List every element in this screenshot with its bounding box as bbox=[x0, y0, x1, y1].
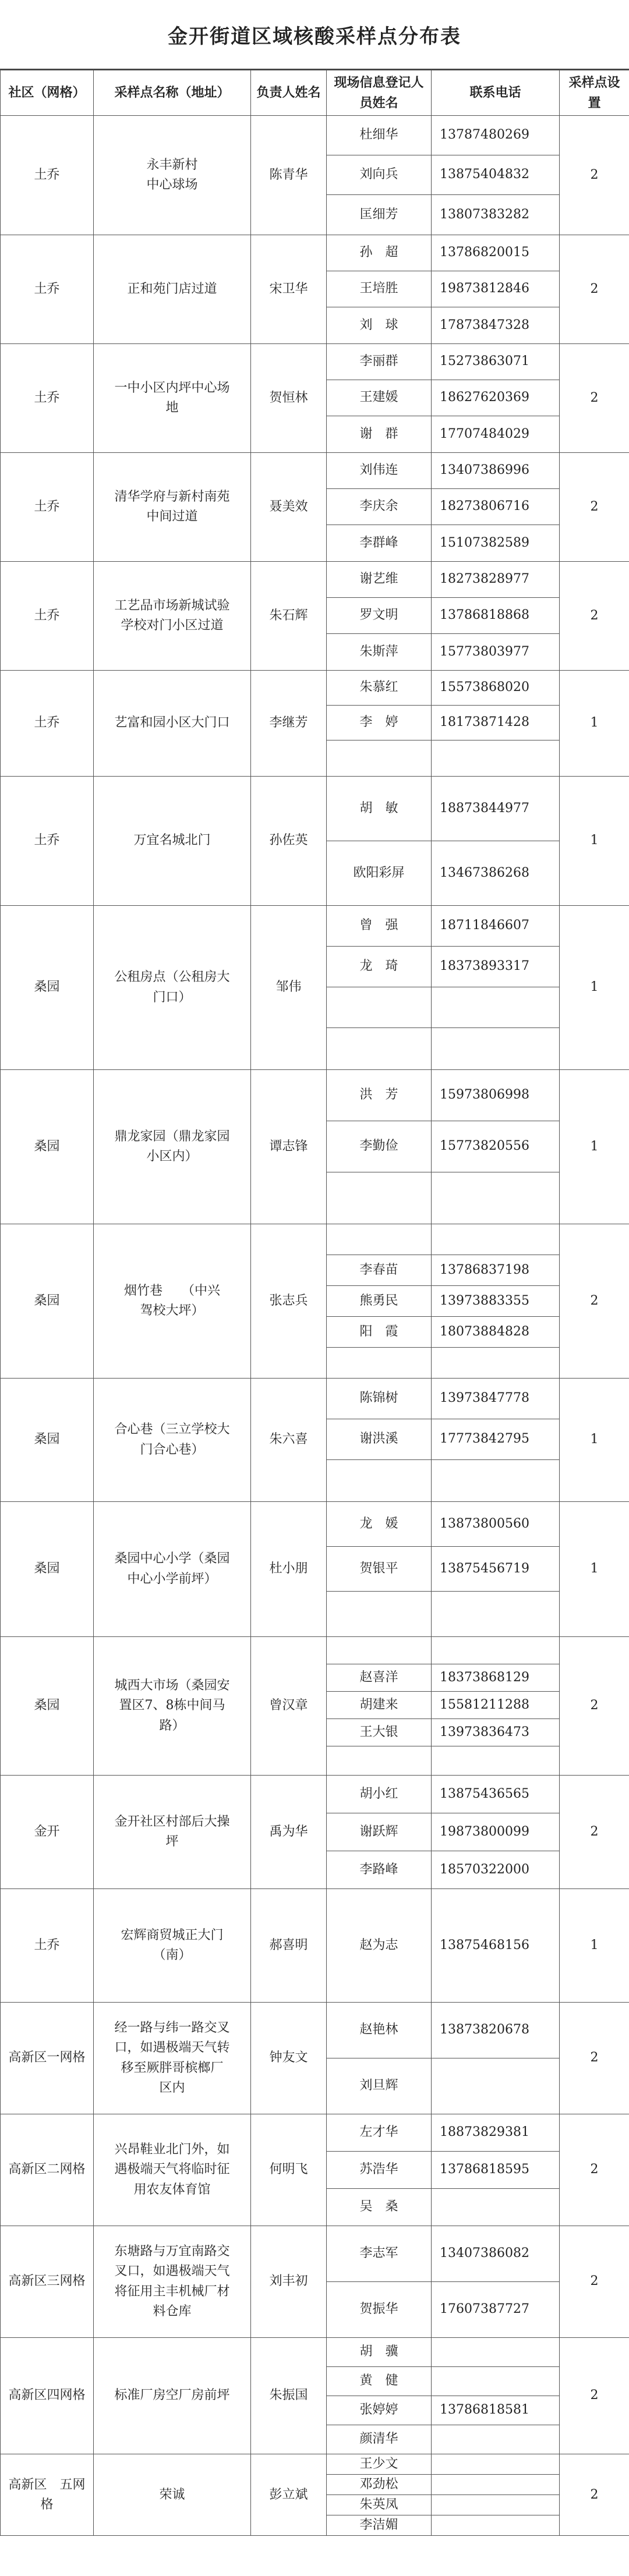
leader-cell: 邹伟 bbox=[251, 906, 327, 1070]
staff-name-cell: 朱斯萍 bbox=[327, 634, 432, 671]
staff-name-cell: 阳 霞 bbox=[327, 1317, 432, 1348]
site-name-cell: 清华学府与新村南苑 中间过道 bbox=[94, 453, 251, 562]
staff-phone-cell: 18273828977 bbox=[432, 562, 560, 598]
staff-name-cell bbox=[327, 1460, 432, 1502]
staff-name-cell: 李庆余 bbox=[327, 489, 432, 525]
staff-name-cell: 孙 超 bbox=[327, 235, 432, 271]
staff-phone-cell bbox=[432, 2058, 560, 2114]
staff-phone-cell: 19873800099 bbox=[432, 1813, 560, 1851]
staff-phone-cell: 15773803977 bbox=[432, 634, 560, 671]
staff-name-cell: 陈锦树 bbox=[327, 1379, 432, 1419]
staff-phone-cell bbox=[432, 1172, 560, 1224]
staff-name-cell: 左才华 bbox=[327, 2114, 432, 2152]
staff-name-cell: 贺银平 bbox=[327, 1547, 432, 1592]
community-cell: 土乔 bbox=[1, 235, 94, 344]
staff-phone-cell: 13407386082 bbox=[432, 2226, 560, 2282]
leader-cell: 陈青华 bbox=[251, 116, 327, 235]
site-name-cell: 鼎龙家园（鼎龙家园 小区内） bbox=[94, 1070, 251, 1224]
setting-count-cell: 2 bbox=[560, 562, 629, 671]
site-name-cell: 一中小区内坪中心场 地 bbox=[94, 344, 251, 453]
staff-phone-cell bbox=[432, 1746, 560, 1776]
staff-name-cell: 谢跃辉 bbox=[327, 1813, 432, 1851]
site-name-cell: 正和苑门店过道 bbox=[94, 235, 251, 344]
setting-count-cell: 2 bbox=[560, 2003, 629, 2114]
staff-phone-cell: 18711846607 bbox=[432, 906, 560, 947]
community-cell: 桑园 bbox=[1, 1224, 94, 1379]
staff-name-cell: 王大银 bbox=[327, 1719, 432, 1746]
site-name-cell: 荣诚 bbox=[94, 2454, 251, 2536]
staff-name-cell: 欧阳彩屏 bbox=[327, 841, 432, 906]
community-cell: 土乔 bbox=[1, 344, 94, 453]
setting-count-cell: 1 bbox=[560, 777, 629, 906]
leader-cell: 郝喜明 bbox=[251, 1889, 327, 2003]
table-row bbox=[1, 1502, 629, 1547]
site-name-cell: 烟竹巷 （中兴 驾校大坪） bbox=[94, 1224, 251, 1379]
leader-cell: 李继芳 bbox=[251, 671, 327, 777]
leader-cell: 谭志锋 bbox=[251, 1070, 327, 1224]
staff-phone-cell: 15107382589 bbox=[432, 525, 560, 562]
table-row bbox=[1, 2338, 629, 2367]
staff-phone-cell: 13875436565 bbox=[432, 1776, 560, 1813]
staff-name-cell bbox=[327, 1592, 432, 1637]
staff-name-cell: 龙 琦 bbox=[327, 947, 432, 987]
community-cell: 土乔 bbox=[1, 116, 94, 235]
staff-phone-cell: 17773842795 bbox=[432, 1419, 560, 1460]
staff-phone-cell: 18373868129 bbox=[432, 1664, 560, 1692]
staff-name-cell: 刘 球 bbox=[327, 307, 432, 344]
setting-count-cell: 2 bbox=[560, 2338, 629, 2454]
header-site: 采样点名称（地址） bbox=[94, 70, 251, 116]
staff-name-cell: 赵喜洋 bbox=[327, 1664, 432, 1692]
community-cell: 桑园 bbox=[1, 906, 94, 1070]
staff-name-cell: 谢艺维 bbox=[327, 562, 432, 598]
table-row bbox=[1, 1070, 629, 1121]
staff-name-cell: 匡细芳 bbox=[327, 195, 432, 235]
staff-phone-cell: 13467386268 bbox=[432, 841, 560, 906]
site-name-cell: 标准厂房空厂房前坪 bbox=[94, 2338, 251, 2454]
staff-phone-cell: 13973836473 bbox=[432, 1719, 560, 1746]
staff-name-cell: 谢 群 bbox=[327, 416, 432, 453]
table-row bbox=[1, 1379, 629, 1419]
staff-phone-cell bbox=[432, 1224, 560, 1255]
staff-phone-cell: 18873829381 bbox=[432, 2114, 560, 2152]
leader-cell: 钟友文 bbox=[251, 2003, 327, 2114]
staff-name-cell: 李洁媚 bbox=[327, 2515, 432, 2536]
staff-name-cell: 李路峰 bbox=[327, 1851, 432, 1889]
header-community: 社区（网格） bbox=[1, 70, 94, 116]
site-name-cell: 工艺品市场新城试验 学校对门小区过道 bbox=[94, 562, 251, 671]
staff-phone-cell: 13873800560 bbox=[432, 1502, 560, 1547]
community-cell: 高新区二网格 bbox=[1, 2114, 94, 2226]
staff-name-cell bbox=[327, 1028, 432, 1070]
staff-name-cell: 胡建来 bbox=[327, 1692, 432, 1719]
setting-count-cell: 1 bbox=[560, 1502, 629, 1637]
staff-name-cell: 胡 敏 bbox=[327, 777, 432, 841]
table-row bbox=[1, 1889, 629, 2003]
table-row bbox=[1, 777, 629, 841]
staff-name-cell bbox=[327, 1348, 432, 1379]
site-name-cell: 艺富和园小区大门口 bbox=[94, 671, 251, 777]
staff-phone-cell: 13786820015 bbox=[432, 235, 560, 271]
staff-phone-cell: 13875456719 bbox=[432, 1547, 560, 1592]
staff-phone-cell: 13973883355 bbox=[432, 1286, 560, 1317]
leader-cell: 朱石辉 bbox=[251, 562, 327, 671]
setting-count-cell: 2 bbox=[560, 2454, 629, 2536]
community-cell: 桑园 bbox=[1, 1502, 94, 1637]
community-cell: 土乔 bbox=[1, 777, 94, 906]
table-row bbox=[1, 1224, 629, 1255]
staff-name-cell: 李丽群 bbox=[327, 344, 432, 380]
leader-cell: 彭立斌 bbox=[251, 2454, 327, 2536]
setting-count-cell: 2 bbox=[560, 1637, 629, 1776]
staff-name-cell: 李勤俭 bbox=[327, 1121, 432, 1172]
leader-cell: 聂美效 bbox=[251, 453, 327, 562]
table-row bbox=[1, 235, 629, 271]
staff-name-cell: 刘向兵 bbox=[327, 155, 432, 195]
sampling-site-table bbox=[0, 70, 629, 2536]
staff-phone-cell: 18273806716 bbox=[432, 489, 560, 525]
table-row bbox=[1, 2454, 629, 2475]
staff-name-cell bbox=[327, 1224, 432, 1255]
staff-phone-cell bbox=[432, 2515, 560, 2536]
staff-name-cell: 赵艳林 bbox=[327, 2003, 432, 2058]
staff-phone-cell: 13407386996 bbox=[432, 453, 560, 489]
staff-phone-cell: 13873820678 bbox=[432, 2003, 560, 2058]
staff-name-cell: 张婷婷 bbox=[327, 2396, 432, 2425]
table-row bbox=[1, 453, 629, 489]
staff-phone-cell: 13786818581 bbox=[432, 2396, 560, 2425]
staff-name-cell: 李春苗 bbox=[327, 1255, 432, 1286]
staff-phone-cell bbox=[432, 2425, 560, 2454]
staff-name-cell: 朱英凤 bbox=[327, 2495, 432, 2515]
community-cell: 高新区 五网格 bbox=[1, 2454, 94, 2536]
setting-count-cell: 1 bbox=[560, 1889, 629, 2003]
staff-name-cell: 胡 骥 bbox=[327, 2338, 432, 2367]
table-row bbox=[1, 344, 629, 380]
staff-phone-cell: 15573868020 bbox=[432, 671, 560, 706]
staff-name-cell: 曾 强 bbox=[327, 906, 432, 947]
leader-cell: 曾汉章 bbox=[251, 1637, 327, 1776]
staff-phone-cell: 17707484029 bbox=[432, 416, 560, 453]
leader-cell: 朱振国 bbox=[251, 2338, 327, 2454]
setting-count-cell: 2 bbox=[560, 116, 629, 235]
setting-count-cell: 2 bbox=[560, 1776, 629, 1889]
staff-name-cell: 刘伟连 bbox=[327, 453, 432, 489]
staff-phone-cell: 18570322000 bbox=[432, 1851, 560, 1889]
site-name-cell: 万宜名城北门 bbox=[94, 777, 251, 906]
community-cell: 土乔 bbox=[1, 1889, 94, 2003]
staff-name-cell bbox=[327, 987, 432, 1028]
page-title: 金开街道区域核酸采样点分布表 bbox=[0, 0, 629, 70]
setting-count-cell: 2 bbox=[560, 453, 629, 562]
staff-phone-cell: 17873847328 bbox=[432, 307, 560, 344]
site-name-cell: 东塘路与万宜南路交 叉口，如遇极端天气 将征用主丰机械厂材 料仓库 bbox=[94, 2226, 251, 2338]
leader-cell: 禹为华 bbox=[251, 1776, 327, 1889]
community-cell: 桑园 bbox=[1, 1379, 94, 1502]
staff-phone-cell: 18873844977 bbox=[432, 777, 560, 841]
staff-phone-cell bbox=[432, 2495, 560, 2515]
staff-name-cell: 吴 桑 bbox=[327, 2189, 432, 2226]
staff-name-cell: 朱慕红 bbox=[327, 671, 432, 706]
header-staff-name: 现场信息登记人员姓名 bbox=[327, 70, 432, 116]
leader-cell: 贺恒林 bbox=[251, 344, 327, 453]
staff-phone-cell bbox=[432, 2454, 560, 2475]
site-name-cell: 城西大市场（桑园安 置区7、8栋中间马 路） bbox=[94, 1637, 251, 1776]
staff-name-cell: 王少文 bbox=[327, 2454, 432, 2475]
staff-name-cell bbox=[327, 1746, 432, 1776]
staff-phone-cell: 18073884828 bbox=[432, 1317, 560, 1348]
staff-name-cell: 杜细华 bbox=[327, 116, 432, 155]
staff-phone-cell bbox=[432, 1592, 560, 1637]
staff-phone-cell: 18173871428 bbox=[432, 706, 560, 740]
staff-phone-cell: 18373893317 bbox=[432, 947, 560, 987]
community-cell: 金开 bbox=[1, 1776, 94, 1889]
staff-phone-cell bbox=[432, 987, 560, 1028]
staff-name-cell: 赵为志 bbox=[327, 1889, 432, 2003]
staff-name-cell: 贺振华 bbox=[327, 2282, 432, 2338]
staff-name-cell: 刘旦辉 bbox=[327, 2058, 432, 2114]
staff-name-cell: 邓劲松 bbox=[327, 2475, 432, 2495]
table-row bbox=[1, 906, 629, 947]
staff-name-cell: 龙 媛 bbox=[327, 1502, 432, 1547]
table-row bbox=[1, 116, 629, 155]
community-cell: 高新区三网格 bbox=[1, 2226, 94, 2338]
community-cell: 高新区四网格 bbox=[1, 2338, 94, 2454]
staff-name-cell bbox=[327, 1637, 432, 1664]
staff-phone-cell: 13973847778 bbox=[432, 1379, 560, 1419]
community-cell: 桑园 bbox=[1, 1637, 94, 1776]
table-row bbox=[1, 562, 629, 598]
staff-name-cell: 洪 芳 bbox=[327, 1070, 432, 1121]
site-name-cell: 金开社区村部后大操 坪 bbox=[94, 1776, 251, 1889]
staff-phone-cell: 13786818868 bbox=[432, 598, 560, 634]
site-name-cell: 宏辉商贸城正大门 （南） bbox=[94, 1889, 251, 2003]
staff-phone-cell: 19873812846 bbox=[432, 271, 560, 307]
staff-name-cell: 李志军 bbox=[327, 2226, 432, 2282]
site-name-cell: 合心巷（三立学校大 门合心巷） bbox=[94, 1379, 251, 1502]
community-cell: 土乔 bbox=[1, 671, 94, 777]
staff-name-cell bbox=[327, 740, 432, 777]
table-row bbox=[1, 1776, 629, 1813]
table-body bbox=[1, 116, 629, 2536]
setting-count-cell: 2 bbox=[560, 235, 629, 344]
leader-cell: 刘丰初 bbox=[251, 2226, 327, 2338]
staff-phone-cell: 15581211288 bbox=[432, 1692, 560, 1719]
header-leader: 负责人姓名 bbox=[251, 70, 327, 116]
community-cell: 高新区一网格 bbox=[1, 2003, 94, 2114]
staff-phone-cell: 13786837198 bbox=[432, 1255, 560, 1286]
staff-phone-cell bbox=[432, 1637, 560, 1664]
staff-phone-cell: 17607387727 bbox=[432, 2282, 560, 2338]
staff-name-cell: 王建媛 bbox=[327, 380, 432, 416]
staff-phone-cell bbox=[432, 2189, 560, 2226]
staff-phone-cell bbox=[432, 740, 560, 777]
setting-count-cell: 2 bbox=[560, 344, 629, 453]
table-row bbox=[1, 2003, 629, 2058]
staff-name-cell: 颜清华 bbox=[327, 2425, 432, 2454]
staff-name-cell: 李群峰 bbox=[327, 525, 432, 562]
site-name-cell: 永丰新村 中心球场 bbox=[94, 116, 251, 235]
community-cell: 土乔 bbox=[1, 453, 94, 562]
staff-phone-cell: 13787480269 bbox=[432, 116, 560, 155]
staff-name-cell bbox=[327, 1172, 432, 1224]
leader-cell: 何明飞 bbox=[251, 2114, 327, 2226]
staff-phone-cell bbox=[432, 2475, 560, 2495]
staff-name-cell: 熊勇民 bbox=[327, 1286, 432, 1317]
community-cell: 土乔 bbox=[1, 562, 94, 671]
leader-cell: 朱六喜 bbox=[251, 1379, 327, 1502]
leader-cell: 宋卫华 bbox=[251, 235, 327, 344]
staff-phone-cell bbox=[432, 1348, 560, 1379]
table-row bbox=[1, 2226, 629, 2282]
table-row bbox=[1, 2114, 629, 2152]
setting-count-cell: 1 bbox=[560, 671, 629, 777]
setting-count-cell: 2 bbox=[560, 1224, 629, 1379]
staff-name-cell: 罗文明 bbox=[327, 598, 432, 634]
header-phone: 联系电话 bbox=[432, 70, 560, 116]
staff-phone-cell: 13786818595 bbox=[432, 2152, 560, 2189]
site-name-cell: 经一路与纬一路交叉 口，如遇极端天气转 移至厥胖哥槟榔厂 区内 bbox=[94, 2003, 251, 2114]
staff-phone-cell bbox=[432, 1460, 560, 1502]
staff-name-cell: 苏浩华 bbox=[327, 2152, 432, 2189]
staff-phone-cell: 18627620369 bbox=[432, 380, 560, 416]
site-name-cell: 兴昂鞋业北门外，如 遇极端天气将临时征 用农友体育馆 bbox=[94, 2114, 251, 2226]
table-row bbox=[1, 1637, 629, 1664]
staff-phone-cell: 15273863071 bbox=[432, 344, 560, 380]
staff-name-cell: 胡小红 bbox=[327, 1776, 432, 1813]
community-cell: 桑园 bbox=[1, 1070, 94, 1224]
staff-name-cell: 王培胜 bbox=[327, 271, 432, 307]
leader-cell: 杜小朋 bbox=[251, 1502, 327, 1637]
staff-phone-cell bbox=[432, 1028, 560, 1070]
staff-phone-cell: 15973806998 bbox=[432, 1070, 560, 1121]
staff-name-cell: 谢洪溪 bbox=[327, 1419, 432, 1460]
leader-cell: 张志兵 bbox=[251, 1224, 327, 1379]
staff-name-cell: 黄 健 bbox=[327, 2367, 432, 2396]
table-header-row bbox=[1, 70, 629, 116]
header-setting: 采样点设置 bbox=[560, 70, 629, 116]
setting-count-cell: 1 bbox=[560, 1070, 629, 1224]
setting-count-cell: 1 bbox=[560, 906, 629, 1070]
setting-count-cell: 2 bbox=[560, 2114, 629, 2226]
staff-phone-cell bbox=[432, 2338, 560, 2367]
staff-phone-cell: 13807383282 bbox=[432, 195, 560, 235]
leader-cell: 孙佐英 bbox=[251, 777, 327, 906]
site-name-cell: 公租房点（公租房大 门口） bbox=[94, 906, 251, 1070]
staff-name-cell: 李 婷 bbox=[327, 706, 432, 740]
staff-phone-cell: 13875404832 bbox=[432, 155, 560, 195]
staff-phone-cell: 15773820556 bbox=[432, 1121, 560, 1172]
staff-phone-cell: 13875468156 bbox=[432, 1889, 560, 2003]
setting-count-cell: 1 bbox=[560, 1379, 629, 1502]
site-name-cell: 桑园中心小学（桑园 中心小学前坪） bbox=[94, 1502, 251, 1637]
table-row bbox=[1, 671, 629, 706]
setting-count-cell: 2 bbox=[560, 2226, 629, 2338]
staff-phone-cell bbox=[432, 2367, 560, 2396]
